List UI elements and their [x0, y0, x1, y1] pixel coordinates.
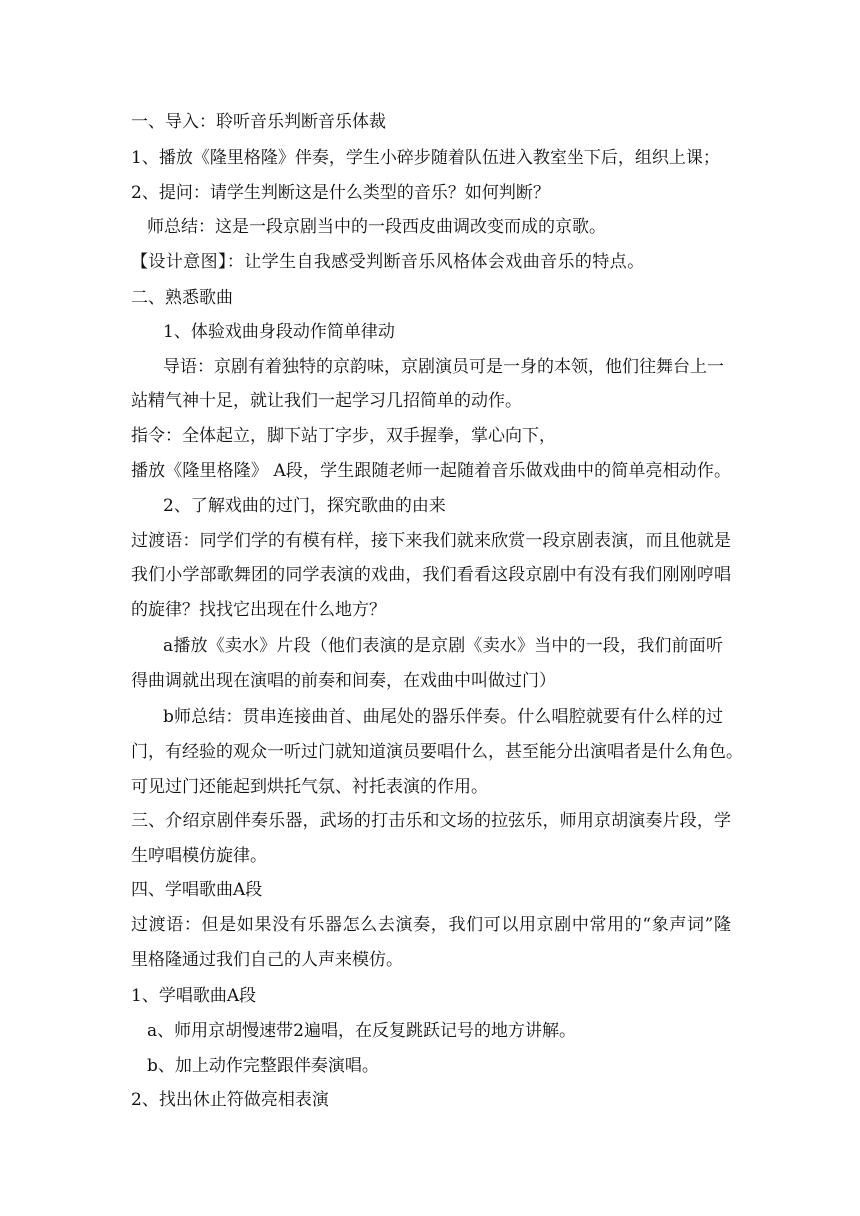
subheading-line: 1、体验戏曲身段动作简单律动: [163, 322, 395, 342]
paragraph-line: 里格隆通过我们自己的人声来模仿。: [131, 950, 403, 970]
design-intent-line: 【设计意图】：让学生自我感受判断音乐风格体会戏曲音乐的特点。: [131, 252, 645, 272]
subheading-line: 2、找出休止符做亮相表演: [131, 1090, 329, 1110]
heading-instruments: 三、介绍京剧伴奏乐器，武场的打击乐和文场的拉弦乐，师用京胡演奏片段，学: [131, 811, 731, 831]
paragraph-line: 我们小学部歌舞团的同学表演的戏曲，我们看看这段京剧中有没有我们刚刚哼唱: [131, 565, 731, 585]
heading-intro: 一、导入：聆听音乐判断音乐体裁: [131, 112, 386, 132]
paragraph-line: 站精气神十足，就让我们一起学习几招简单的动作。: [131, 391, 522, 411]
heading-learn-song: 四、学唱歌曲A段: [131, 880, 263, 900]
paragraph-line: 得曲调就出现在演唱的前奏和间奏，在戏曲中叫做过门）: [131, 671, 556, 691]
paragraph-line: 2、提问：请学生判断这是什么类型的音乐？如何判断？: [131, 183, 550, 203]
paragraph-line: 门，有经验的观众一听过门就知道演员要唱什么，甚至能分出演唱者是什么角色。: [131, 742, 743, 762]
heading-familiarize: 二、熟悉歌曲: [131, 288, 233, 308]
paragraph-line: a、师用京胡慢速带2遍唱，在反复跳跃记号的地方讲解。: [147, 1021, 576, 1041]
paragraph-line: 过渡语：同学们学的有模有样，接下来我们就来欣赏一段京剧表演，而且他就是: [131, 531, 731, 551]
paragraph-line: 的旋律？找找它出现在什么地方？: [131, 600, 386, 620]
paragraph-line: b师总结：贯串连接曲首、曲尾处的器乐伴奏。什么唱腔就要有什么样的过: [163, 707, 723, 727]
paragraph-line: a播放《卖水》片段（他们表演的是京剧《卖水》当中的一段，我们前面听: [163, 636, 723, 656]
paragraph-line: 播放《隆里格隆》 A段，学生跟随老师一起随着音乐做戏曲中的简单亮相动作。: [131, 461, 731, 481]
paragraph-line: b、加上动作完整跟伴奏演唱。: [147, 1056, 379, 1076]
subheading-line: 1、学唱歌曲A段: [131, 986, 257, 1006]
paragraph-line: 1、播放《隆里格隆》伴奏，学生小碎步随着队伍进入教室坐下后，组织上课；: [131, 148, 720, 168]
paragraph-line: 指令：全体起立，脚下站丁字步，双手握拳，掌心向下，: [131, 426, 556, 446]
paragraph-line: 过渡语：但是如果没有乐器怎么去演奏，我们可以用京剧中常用的“象声词”隆: [131, 915, 731, 935]
paragraph-line: 导语：京剧有着独特的京韵味，京剧演员可是一身的本领，他们往舞台上一: [163, 357, 724, 377]
paragraph-line: 生哼唱模仿旋律。: [131, 846, 267, 866]
paragraph-line: 可见过门还能起到烘托气氛、衬托表演的作用。: [131, 777, 488, 797]
subheading-line: 2、了解戏曲的过门，探究歌曲的由来: [163, 496, 446, 516]
paragraph-line: 师总结：这是一段京剧当中的一段西皮曲调改变而成的京歌。: [147, 217, 606, 237]
